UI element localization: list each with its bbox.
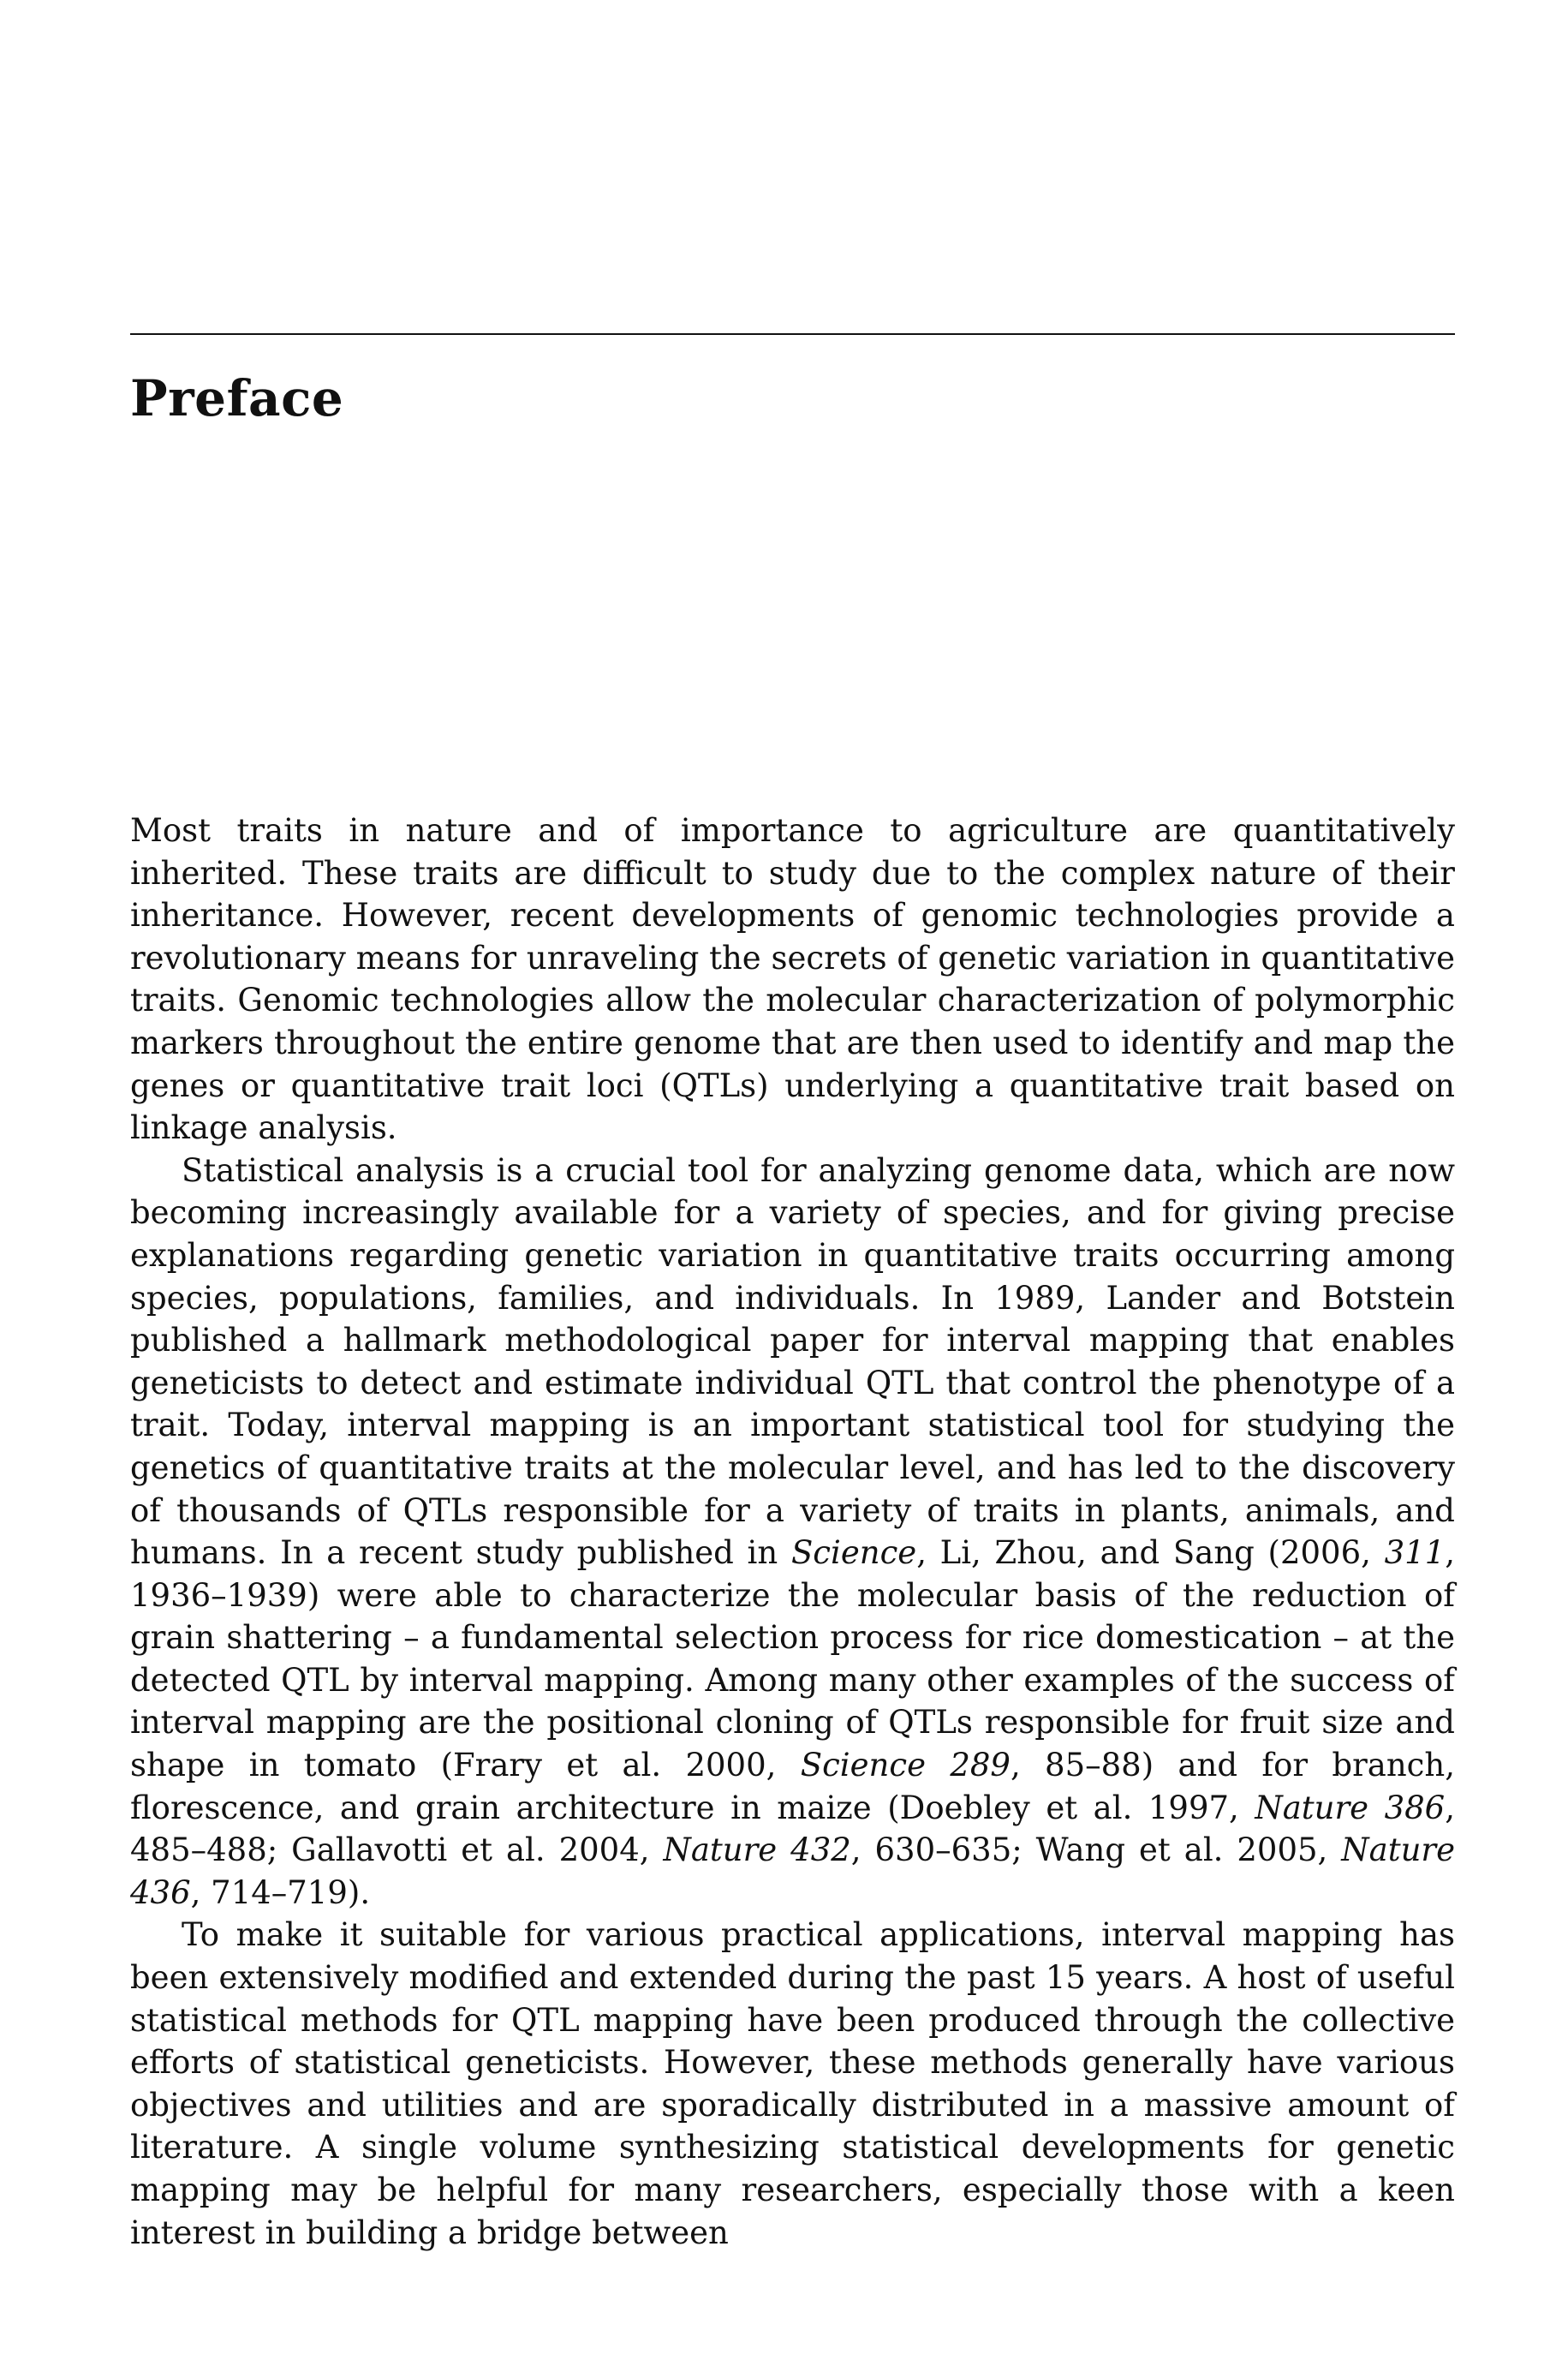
text-run: Statistical analysis is a crucial tool for analyzing genome data, which are now becoming increasingly available for a variety of species, and for giving precise explanations regarding genetic variation in quantitative traits occurring among species, populations, families, and individuals. In 1989, Lander and Botstein published a hallmark methodological paper for interval mapping that enables geneticists to detect and estimate individual QTL that control the phenotype of a trait. Today, interval mapping is an important statistical tool for studying the genetics of quantitative traits at the molecular level, and has led to the discovery of thousands of QTLs responsible for a variety of traits in plants, animals, and humans. In a recent study published in [130, 1151, 1455, 1572]
italic-citation: Science 289 [800, 1747, 1011, 1784]
italic-citation: Nature 436 [130, 1831, 1455, 1911]
text-run: , 485–488; Gallavotti et al. 2004, [130, 1789, 1455, 1869]
italic-citation: Nature 386 [1255, 1789, 1446, 1826]
text-run: , 714–719). [190, 1873, 371, 1911]
italic-citation: 311 [1384, 1534, 1446, 1572]
text-run: To make it suitable for various practical applications, interval mapping has been extensively modified and extended during the past 15 years. A host of useful statistical methods for QTL mapping have been produced through the collective efforts of statistical geneticists. However, these methods generally have various objectives and utilities and are sporadically distributed in a massive amount of literature. A single volume synthesizing statistical developments for genetic mapping may be helpful for many researchers, especially those with a keen interest in building a bridge between [130, 1916, 1455, 2251]
text-run: , 1936–1939) were able to characterize the molecular basis of the reduction of grain shattering – a fundamental selection process for rice domestication – at the detected QTL by interval mapping. Among many other examples of the success of interval mapping are the positional cloning of QTLs responsible for fruit size and shape in tomato (Frary et al. 2000, [130, 1534, 1455, 1784]
chapter-top-rule [130, 333, 1455, 335]
text-run: , Li, Zhou, and Sang (2006, [916, 1534, 1385, 1572]
text-run: Most traits in nature and of importance to agriculture are quantitatively inherited. These traits are difficult to study due to the complex nature of their inheritance. However, recent developments of genomic technologies provide a revolutionary means for unraveling the secrets of genetic variation in quantitative traits. Genomic technologies allow the molecular characterization of polymorphic markers throughout the entire genome that are then used to identify and map the genes or quantitative trait loci (QTLs) underlying a quantitative trait based on linkage analysis. [130, 812, 1455, 1147]
text-run: , 630–635; Wang et al. 2005, [850, 1831, 1342, 1869]
paragraph-3 [130, 1914, 1455, 2254]
paragraph-2 [130, 1150, 1455, 1915]
italic-citation: Nature 432 [663, 1831, 851, 1869]
paragraph-1 [130, 810, 1455, 1150]
chapter-title: Preface [130, 369, 344, 427]
italic-citation: Science [790, 1534, 917, 1572]
text-run: , 85–88) and for branch, florescence, and grain architecture in maize (Doebley et al. 1997, [130, 1747, 1455, 1826]
preface-body [130, 810, 1455, 2254]
